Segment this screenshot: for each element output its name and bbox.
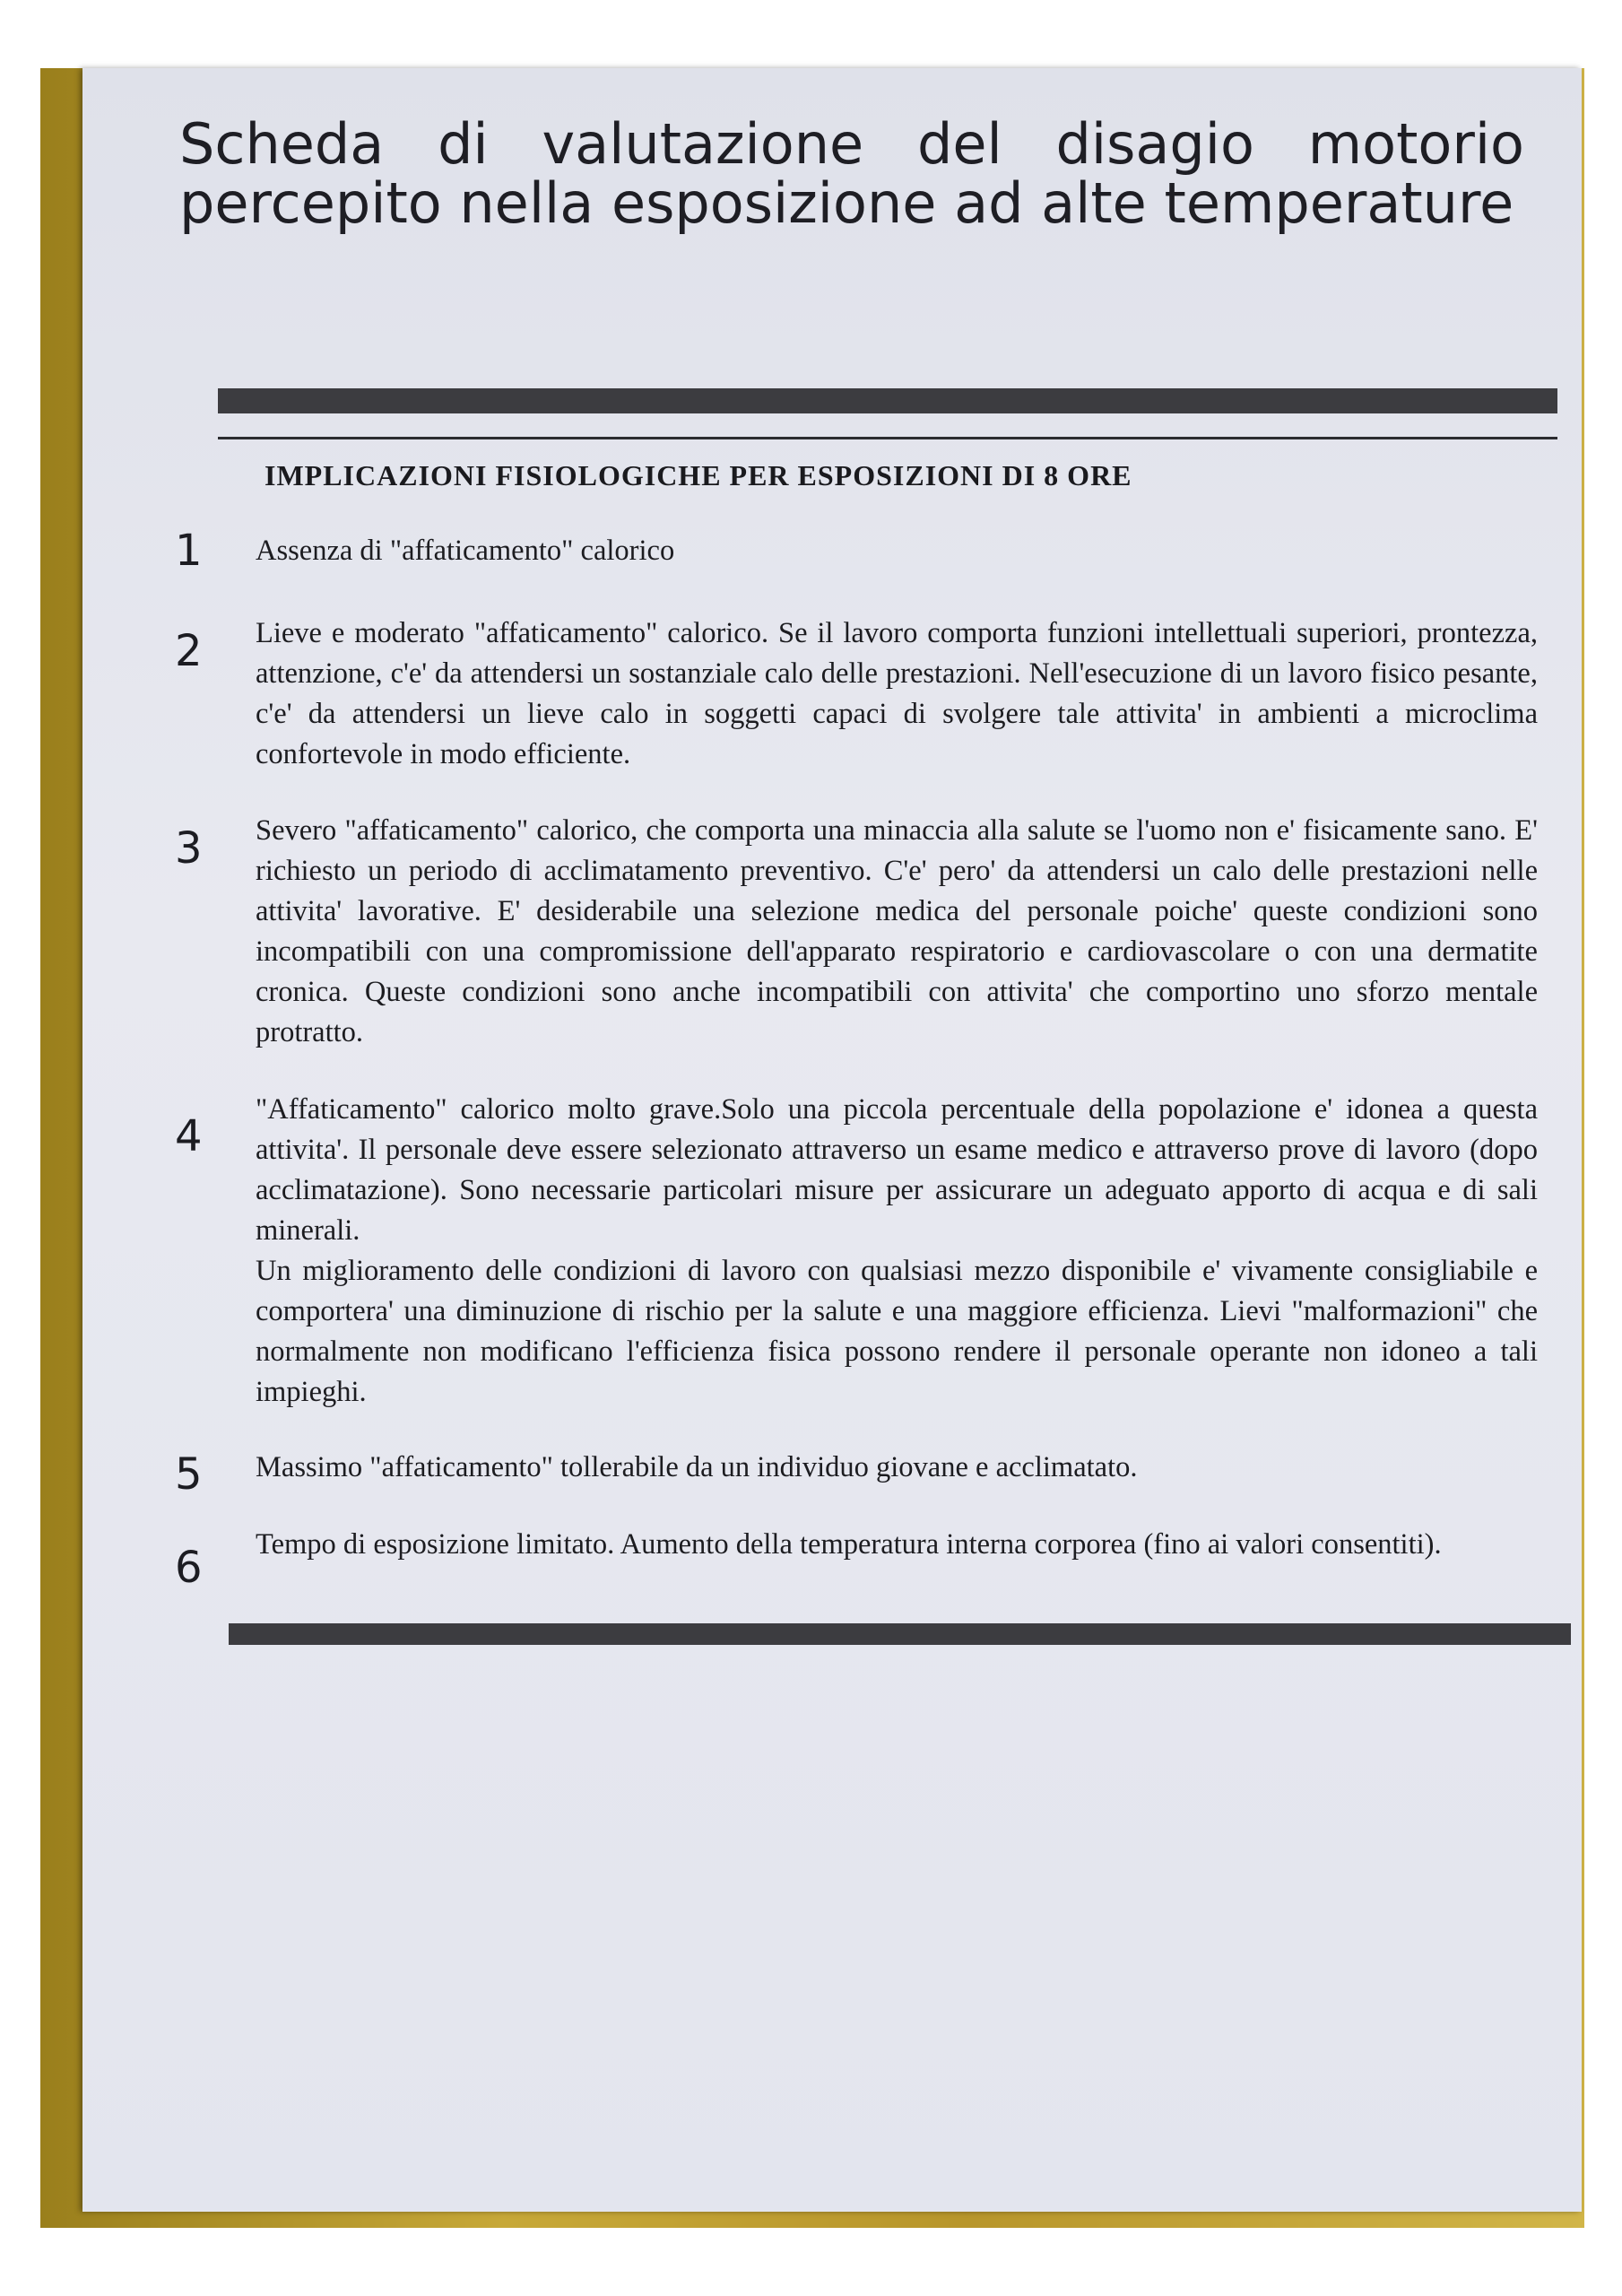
item-number: 3 [175, 823, 203, 874]
list-item [175, 526, 1538, 576]
item-text [256, 1448, 1538, 1488]
list-item [175, 613, 1538, 775]
document-title [179, 111, 1524, 236]
thin-rule [218, 437, 1557, 439]
item-number: 6 [175, 1543, 203, 1593]
item-paragraph: Severo "affaticamento" calorico, che comporta una minaccia alla salute se l'uomo non e' fisicamente sano. E' richiesto un periodo di acclimatamento preventivo. C'e' pero' da attendersi un calo delle prestazioni nelle attivita' lavorative. E' desiderabile una selezione medica del personale poiche' queste condizioni sono incompatibili con una compromissione dell'apparato respiratorio e cardiovascolare o con una dermatite cronica. Queste condizioni sono anche incompatibili con attivita' che comportino uno sforzo mentale protratto. [256, 814, 1538, 1048]
title-line-2: percepito nella esposizione ad alte temperature [179, 170, 1514, 236]
item-paragraph: Tempo di esposizione limitato. Aumento della temperatura interna corporea (fino ai valori consentiti). [256, 1528, 1442, 1561]
item-number: 4 [175, 1111, 203, 1161]
item-text [256, 1525, 1538, 1565]
list-item [175, 1525, 1538, 1593]
item-text [256, 811, 1538, 1053]
list-item [175, 1090, 1538, 1413]
item-paragraph: Assenza di "affaticamento" calorico [256, 535, 675, 567]
item-paragraph: Un miglioramento delle condizioni di lavoro con qualsiasi mezzo disponibile e' vivamente consigliabile e comportera' una diminuzione di rischio per la salute e una maggiore efficienza. Lievi "malformazioni" che normalmente non modificano l'efficienza fisica possono rendere il personale operante non idoneo a tali impieghi. [256, 1255, 1538, 1408]
item-text [256, 1090, 1538, 1413]
item-number: 5 [175, 1449, 203, 1500]
item-paragraph: Massimo "affaticamento" tollerabile da un individuo giovane e acclimatato. [256, 1451, 1138, 1483]
list-item [175, 811, 1538, 1053]
section-heading: IMPLICAZIONI FISIOLOGICHE PER ESPOSIZIONI DI 8 ORE [265, 459, 1132, 491]
item-text [256, 613, 1538, 775]
list-item [175, 1448, 1538, 1500]
item-paragraph: Lieve e moderato "affaticamento" calorico. Se il lavoro comporta funzioni intellettuali superiori, prontezza, attenzione, c'e' da attendersi un sostanziale calo delle prestazioni. Nell'esecuzione di un lavoro fisico pesante, c'e' da attendersi un lieve calo in soggetti capaci di svolgere tale attivita' in ambienti a microclima confortevole in modo efficiente. [256, 617, 1538, 770]
item-paragraph: "Affaticamento" calorico molto grave.Solo una piccola percentuale della popolazione e' idonea a questa attivita'. Il personale deve essere selezionato attraverso un esame medico e attraverso prove di lavoro (dopo acclimatazione). Sono necessarie particolari misure per assicurare un adeguato apporto di acqua e di sali minerali. [256, 1093, 1538, 1247]
bottom-rule [229, 1623, 1571, 1645]
top-rule [218, 388, 1557, 413]
item-text [256, 531, 1538, 571]
item-number: 2 [175, 626, 203, 676]
item-number: 1 [175, 526, 203, 576]
title-line-1: Scheda di valutazione del disagio motorio [179, 111, 1524, 177]
